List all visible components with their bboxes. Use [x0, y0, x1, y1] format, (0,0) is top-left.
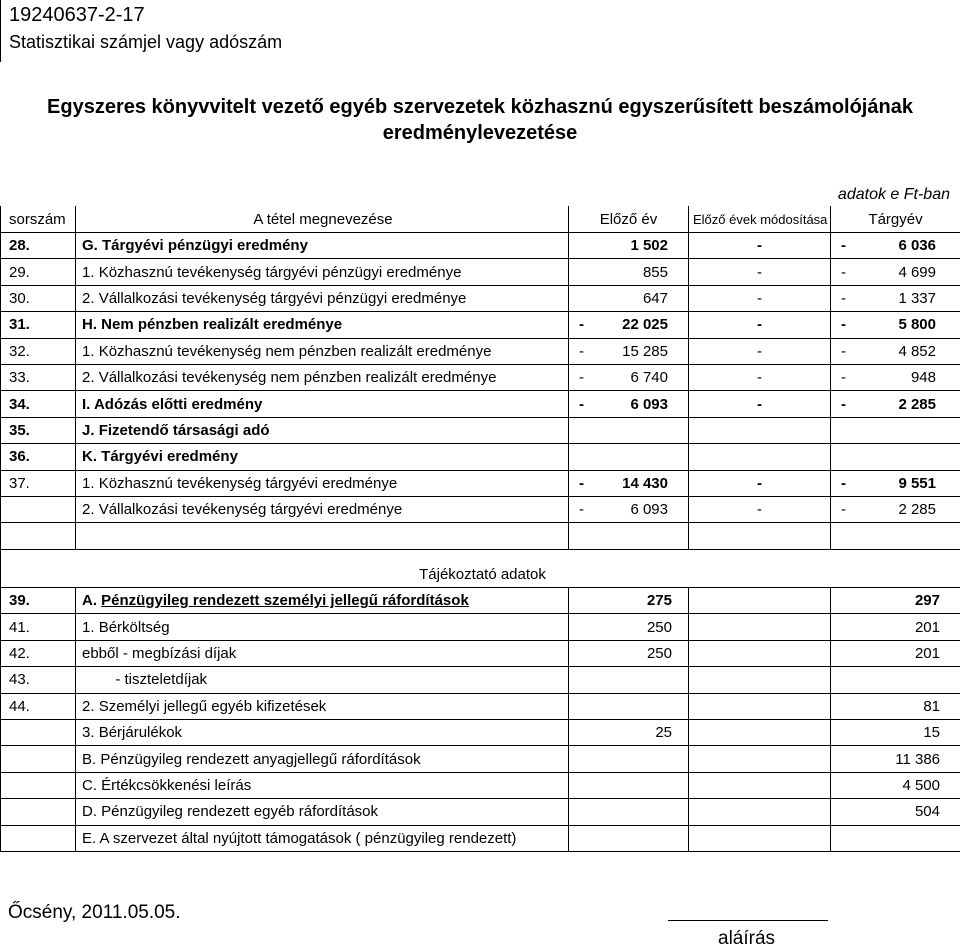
info-mod	[689, 720, 831, 746]
info-curr-value: 297	[915, 592, 940, 609]
info-curr	[831, 799, 960, 825]
row-label	[76, 312, 569, 338]
curr-value-value: 948	[846, 369, 936, 386]
id-number: 19240637-2-17	[9, 4, 145, 27]
row-name: Közhasznú tevékenység nem pénzben realizált eredménye	[99, 343, 492, 360]
row-name: Tárgyévi eredmény	[101, 448, 238, 465]
row-name: Pénzügyileg rendezett egyéb ráfordítások	[101, 803, 378, 820]
blank-cell	[569, 523, 689, 549]
info-mod	[689, 799, 831, 825]
row-name: Vállalkozási tevékenység nem pénzben realizált eredménye	[99, 369, 497, 386]
row-code: J.	[82, 422, 95, 439]
row-name: A szervezet által nyújtott támogatások ( pénzügyileg rendezett)	[100, 830, 517, 847]
curr-value	[831, 470, 960, 496]
row-name: Személyi jellegű egyéb kifizetések	[99, 698, 327, 715]
row-code: A.	[82, 592, 97, 609]
curr-value	[831, 338, 960, 364]
row-number: 44.	[1, 693, 76, 719]
prev-value-value: 1 502	[579, 237, 668, 254]
col-sorszam: sorszám	[1, 206, 76, 233]
col-curr: Tárgyév	[831, 206, 960, 233]
curr-value-wrap	[835, 264, 956, 281]
row-number	[1, 496, 76, 522]
prev-value-value: 6 093	[584, 396, 668, 413]
signature-label: aláírás	[718, 928, 775, 950]
row-label	[76, 338, 569, 364]
row-number	[1, 746, 76, 772]
curr-value	[831, 285, 960, 311]
info-mod	[689, 614, 831, 640]
mod-value: -	[689, 312, 831, 338]
prev-value-wrap	[573, 316, 684, 333]
prev-value-sign: -	[579, 343, 584, 360]
mod-value: -	[689, 391, 831, 417]
table-row	[1, 417, 960, 443]
row-label	[76, 746, 569, 772]
mod-value	[689, 444, 831, 470]
row-number	[1, 772, 76, 798]
prev-value-value: 22 025	[584, 316, 668, 333]
info-prev	[569, 772, 689, 798]
table-row	[1, 338, 960, 364]
row-label	[76, 391, 569, 417]
mod-value: -	[689, 470, 831, 496]
info-mod	[689, 640, 831, 666]
info-row	[1, 720, 960, 746]
row-code: 1.	[82, 343, 95, 360]
info-prev-value: 25	[655, 724, 672, 741]
row-number	[1, 799, 76, 825]
row-code: D.	[82, 803, 97, 820]
prev-value-sign: -	[579, 396, 584, 413]
prev-value	[569, 417, 689, 443]
row-label	[76, 233, 569, 259]
prev-value-wrap	[573, 237, 684, 254]
row-name: Közhasznú tevékenység tárgyévi eredménye	[99, 475, 398, 492]
row-label	[76, 640, 569, 666]
info-row	[1, 667, 960, 693]
info-mod	[689, 746, 831, 772]
col-name: A tétel megnevezése	[76, 206, 569, 233]
curr-value-wrap	[835, 343, 956, 360]
row-number	[1, 720, 76, 746]
row-code: C.	[82, 777, 97, 794]
row-code: B.	[82, 751, 96, 768]
info-row	[1, 746, 960, 772]
prev-value-wrap	[573, 343, 684, 360]
prev-value	[569, 496, 689, 522]
row-number: 42.	[1, 640, 76, 666]
prev-value-sign: -	[579, 475, 584, 492]
row-label	[76, 470, 569, 496]
prev-value	[569, 364, 689, 390]
prev-value-value: 15 285	[584, 343, 668, 360]
curr-value	[831, 259, 960, 285]
info-mod	[689, 825, 831, 851]
curr-value-sign: -	[841, 475, 846, 492]
blank-cell	[76, 523, 569, 549]
prev-value	[569, 391, 689, 417]
title-line-1: Egyszeres könyvvitelt vezető egyéb szervezetek közhasznú egyszerűsített beszámolójának	[0, 94, 960, 120]
table-row	[1, 391, 960, 417]
row-number: 33.	[1, 364, 76, 390]
info-curr	[831, 667, 960, 693]
mod-value: -	[689, 338, 831, 364]
row-number: 31.	[1, 312, 76, 338]
page-title	[0, 94, 960, 146]
curr-value-wrap	[835, 396, 956, 413]
info-row	[1, 640, 960, 666]
prev-value-wrap	[573, 396, 684, 413]
row-name: - tiszteletdíjak	[82, 671, 207, 688]
prev-value	[569, 312, 689, 338]
row-number: 41.	[1, 614, 76, 640]
info-caption-cell	[1, 549, 960, 587]
row-code: 1.	[82, 475, 95, 492]
table-row	[1, 364, 960, 390]
info-mod	[689, 693, 831, 719]
signature-line	[668, 920, 828, 921]
curr-value-value: 6 036	[846, 237, 936, 254]
curr-value	[831, 312, 960, 338]
prev-value	[569, 444, 689, 470]
row-code: I.	[82, 396, 90, 413]
blank-row	[1, 523, 960, 549]
row-name: Nem pénzben realizált eredménye	[101, 316, 342, 333]
curr-value-wrap	[835, 501, 956, 518]
curr-value-sign: -	[841, 264, 846, 281]
mod-value: -	[689, 285, 831, 311]
row-number: 37.	[1, 470, 76, 496]
info-caption-row	[1, 549, 960, 587]
curr-value-sign: -	[841, 343, 846, 360]
row-label	[76, 444, 569, 470]
curr-value-value: 4 852	[846, 343, 936, 360]
table-row	[1, 259, 960, 285]
id-label: Statisztikai számjel vagy adószám	[9, 32, 282, 53]
table-row	[1, 285, 960, 311]
curr-value-value: 2 285	[846, 501, 936, 518]
info-prev	[569, 640, 689, 666]
table-row	[1, 312, 960, 338]
row-name: Tárgyévi pénzügyi eredmény	[102, 237, 308, 254]
info-prev	[569, 693, 689, 719]
curr-value-sign: -	[841, 290, 846, 307]
blank-cell	[1, 523, 76, 549]
row-number: 43.	[1, 667, 76, 693]
curr-value-sign: -	[841, 501, 846, 518]
row-name: Bérjárulékok	[99, 724, 182, 741]
info-row	[1, 588, 960, 614]
table-row	[1, 233, 960, 259]
row-number: 39.	[1, 588, 76, 614]
row-number: 30.	[1, 285, 76, 311]
curr-value-wrap	[835, 369, 956, 386]
row-name: Közhasznú tevékenység tárgyévi pénzügyi eredménye	[99, 264, 462, 281]
info-prev-value: 250	[647, 645, 672, 662]
row-name: Pénzügyileg rendezett anyagjellegű ráfordítások	[100, 751, 420, 768]
curr-value-sign: -	[841, 396, 846, 413]
prev-value	[569, 233, 689, 259]
curr-value-wrap	[835, 316, 956, 333]
info-mod	[689, 588, 831, 614]
result-table	[0, 206, 960, 852]
place-date: Őcsény, 2011.05.05.	[8, 902, 181, 924]
prev-value-wrap	[573, 369, 684, 386]
row-number: 35.	[1, 417, 76, 443]
blank-cell	[689, 523, 831, 549]
prev-value-value: 647	[579, 290, 668, 307]
row-code: 3.	[82, 724, 95, 741]
id-box	[0, 0, 301, 62]
title-line-2: eredménylevezetése	[0, 120, 960, 146]
info-row	[1, 799, 960, 825]
row-label	[76, 720, 569, 746]
row-label	[76, 417, 569, 443]
prev-value	[569, 259, 689, 285]
row-label	[76, 825, 569, 851]
info-prev	[569, 799, 689, 825]
info-curr-value: 201	[915, 619, 940, 636]
row-code: G.	[82, 237, 98, 254]
info-prev	[569, 667, 689, 693]
info-curr-value: 201	[915, 645, 940, 662]
info-curr	[831, 772, 960, 798]
row-code: E.	[82, 830, 96, 847]
curr-value-wrap	[835, 475, 956, 492]
table-row	[1, 496, 960, 522]
info-prev	[569, 614, 689, 640]
info-curr-value: 11 386	[895, 751, 940, 768]
info-row	[1, 614, 960, 640]
table-row	[1, 470, 960, 496]
prev-value	[569, 338, 689, 364]
curr-value-value: 4 699	[846, 264, 936, 281]
row-name: Pénzügyileg rendezett személyi jellegű ráfordítások	[101, 592, 469, 609]
info-curr	[831, 614, 960, 640]
prev-value-sign: -	[579, 501, 584, 518]
curr-value	[831, 496, 960, 522]
row-code: 2.	[82, 290, 95, 307]
info-row	[1, 825, 960, 851]
info-mod	[689, 667, 831, 693]
prev-value-sign: -	[579, 369, 584, 386]
row-label	[76, 259, 569, 285]
row-code: 1.	[82, 619, 95, 636]
row-number: 34.	[1, 391, 76, 417]
row-name: Értékcsökkenési leírás	[101, 777, 251, 794]
curr-value-sign: -	[841, 316, 846, 333]
blank-cell	[831, 523, 960, 549]
row-code: 1.	[82, 264, 95, 281]
info-curr	[831, 825, 960, 851]
info-curr	[831, 720, 960, 746]
mod-value: -	[689, 496, 831, 522]
curr-value	[831, 233, 960, 259]
info-curr-value: 4 500	[902, 777, 940, 794]
info-mod	[689, 772, 831, 798]
info-curr	[831, 640, 960, 666]
info-curr	[831, 588, 960, 614]
row-number: 36.	[1, 444, 76, 470]
col-prev: Előző év	[569, 206, 689, 233]
info-row	[1, 772, 960, 798]
info-curr	[831, 693, 960, 719]
prev-value-value: 14 430	[584, 475, 668, 492]
curr-value-value: 9 551	[846, 475, 936, 492]
info-row	[1, 693, 960, 719]
curr-value-value: 2 285	[846, 396, 936, 413]
info-curr-value: 81	[923, 698, 940, 715]
curr-value-wrap	[835, 290, 956, 307]
row-name: Bérköltség	[99, 619, 170, 636]
curr-value-wrap	[835, 237, 956, 254]
curr-value	[831, 391, 960, 417]
prev-value	[569, 285, 689, 311]
info-curr-value: 15	[923, 724, 940, 741]
prev-value-sign: -	[579, 316, 584, 333]
info-curr-value: 504	[915, 803, 940, 820]
unit-note: adatok e Ft-ban	[838, 186, 950, 204]
prev-value-wrap	[573, 290, 684, 307]
row-code: 2.	[82, 501, 95, 518]
prev-value-value: 855	[579, 264, 668, 281]
table-row	[1, 444, 960, 470]
row-label	[76, 614, 569, 640]
row-code: H.	[82, 316, 97, 333]
row-code: 2.	[82, 369, 95, 386]
mod-value	[689, 417, 831, 443]
row-number: 32.	[1, 338, 76, 364]
prev-value-wrap	[573, 264, 684, 281]
row-label	[76, 772, 569, 798]
mod-value: -	[689, 233, 831, 259]
row-code: K.	[82, 448, 97, 465]
row-label	[76, 693, 569, 719]
info-prev	[569, 588, 689, 614]
info-prev	[569, 825, 689, 851]
info-caption: Tájékoztató adatok	[419, 566, 546, 583]
row-name: ebből - megbízási díjak	[82, 645, 236, 662]
mod-value: -	[689, 364, 831, 390]
curr-value	[831, 444, 960, 470]
prev-value-value: 6 740	[584, 369, 668, 386]
curr-value-value: 1 337	[846, 290, 936, 307]
info-prev-value: 275	[647, 592, 672, 609]
row-name: Adózás előtti eredmény	[94, 396, 262, 413]
info-prev	[569, 720, 689, 746]
mod-value: -	[689, 259, 831, 285]
row-label	[76, 588, 569, 614]
row-name: Fizetendő társasági adó	[99, 422, 270, 439]
row-number	[1, 825, 76, 851]
prev-value-wrap	[573, 501, 684, 518]
prev-value	[569, 470, 689, 496]
prev-value-value: 6 093	[584, 501, 668, 518]
curr-value	[831, 364, 960, 390]
row-label	[76, 496, 569, 522]
info-curr	[831, 746, 960, 772]
row-name: Vállalkozási tevékenység tárgyévi pénzügyi eredménye	[99, 290, 467, 307]
row-label	[76, 667, 569, 693]
info-prev-value: 250	[647, 619, 672, 636]
col-mod: Előző évek módosítása	[689, 206, 831, 233]
curr-value	[831, 417, 960, 443]
prev-value-wrap	[573, 475, 684, 492]
row-label	[76, 799, 569, 825]
row-name: Vállalkozási tevékenység tárgyévi eredménye	[99, 501, 403, 518]
row-label	[76, 364, 569, 390]
row-number: 28.	[1, 233, 76, 259]
curr-value-value: 5 800	[846, 316, 936, 333]
info-prev	[569, 746, 689, 772]
row-number: 29.	[1, 259, 76, 285]
curr-value-sign: -	[841, 369, 846, 386]
row-label	[76, 285, 569, 311]
curr-value-sign: -	[841, 237, 846, 254]
header-row	[1, 206, 960, 233]
row-code: 2.	[82, 698, 95, 715]
